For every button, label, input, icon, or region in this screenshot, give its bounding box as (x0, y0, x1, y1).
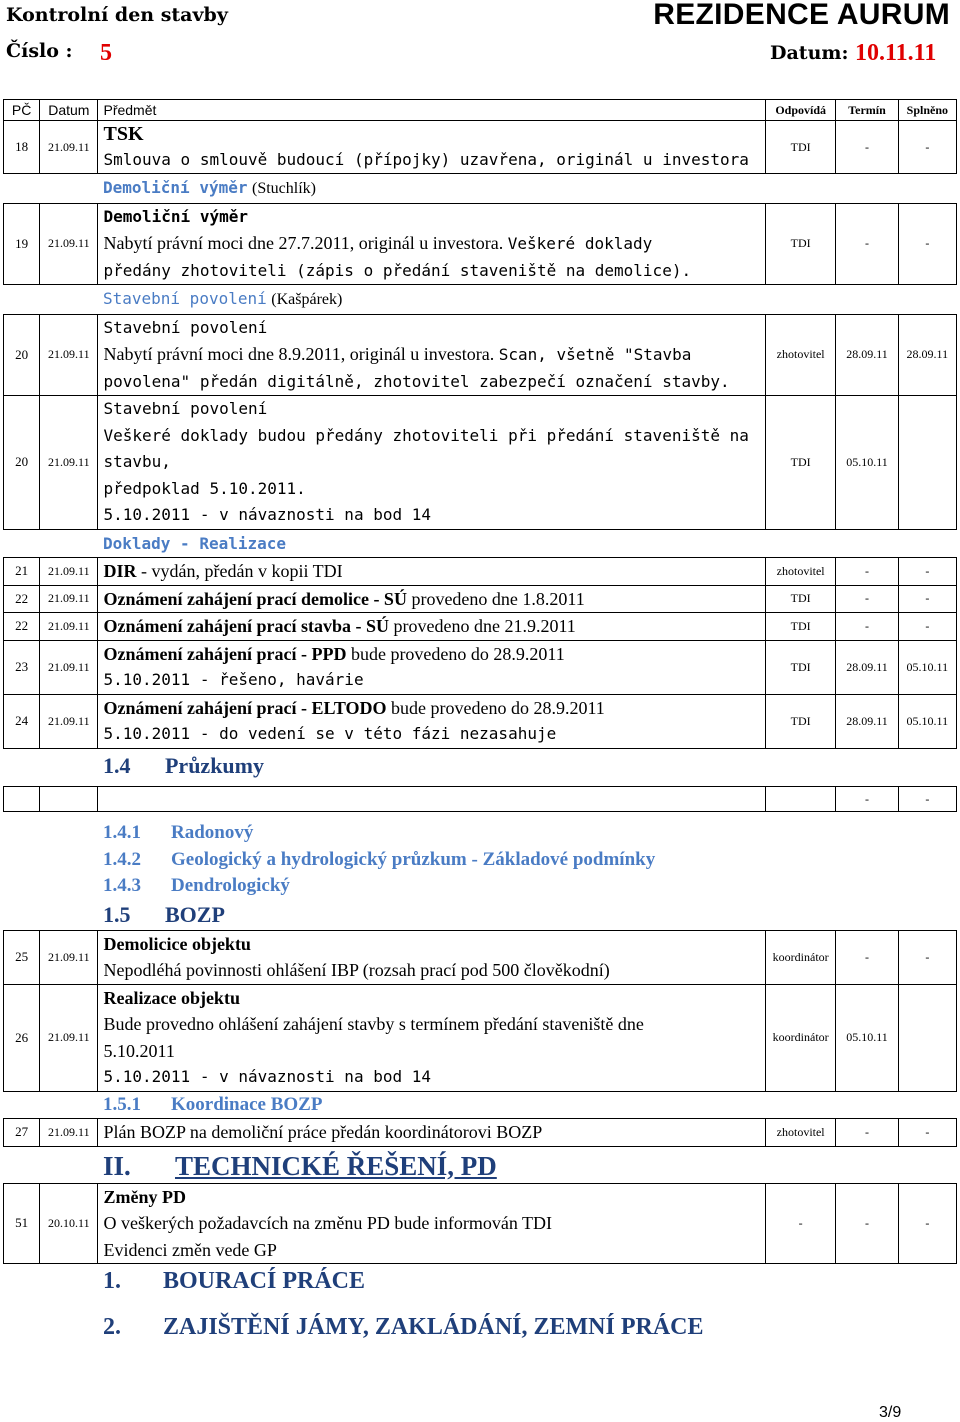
row-odp: zhotovitel (765, 558, 835, 586)
subheading-title: Stavební povolení (102, 289, 267, 308)
row-date: 21.09.11 (40, 694, 98, 748)
row-odp: zhotovitel (765, 1119, 835, 1147)
row-date: 21.09.11 (40, 585, 98, 613)
row-subject (98, 1183, 766, 1264)
row-pc: 22 (4, 585, 40, 613)
row-pc: 26 (4, 984, 40, 1091)
section-row (4, 1091, 957, 1119)
subheading-row (4, 285, 957, 315)
table-row (4, 930, 957, 984)
page-number: 3/9 (879, 1404, 902, 1421)
row-spl: - (898, 558, 956, 586)
row-title: Oznámení zahájení prací demolice - SÚ (103, 588, 407, 609)
row-subject (98, 930, 766, 984)
row-text: 5.10.2011 (103, 1040, 175, 1061)
col-predmet: Předmět (98, 100, 766, 121)
row-text: povolena" předán digitálně, zhotovitel zabezpečí označení stavby. (103, 371, 730, 391)
row-date: 20.10.11 (40, 1183, 98, 1264)
row-text: bude provedeno do 28.9.2011 (346, 643, 565, 664)
row-date: 21.09.11 (40, 121, 98, 174)
row-spl: - (898, 787, 956, 812)
row-text: provedeno dne 21.9.2011 (388, 616, 576, 636)
row-subject (98, 121, 766, 174)
row-text: provedeno dne 1.8.2011 (406, 588, 585, 609)
number-value: 5 (100, 40, 112, 66)
row-text: O veškerých požadavcích na změnu PD bude informován TDI (103, 1213, 553, 1233)
row-title: Stavební povolení (103, 317, 268, 337)
row-date: 21.09.11 (40, 314, 98, 396)
section-heading (103, 873, 766, 900)
row-ter: - (836, 203, 898, 285)
subheading-extra: (Stuchlík) (251, 180, 316, 197)
row-ter: - (836, 585, 898, 613)
row-text: Nepodléhá povinnosti ohlášení IBP (rozsah prací pod 500 člověkodní) (103, 960, 610, 980)
table-row (4, 585, 957, 613)
section-heading (103, 749, 766, 783)
row-title: Oznámení zahájení prací - PPD (103, 643, 347, 664)
row-text: Scan, všetně "Stavba (498, 345, 692, 364)
row-odp: TDI (765, 121, 835, 174)
table-row (4, 203, 957, 285)
subheading-row (4, 174, 957, 204)
row-ter: 28.09.11 (836, 640, 898, 694)
row-spl: - (898, 121, 956, 174)
row-text: Smlouva o smlouvě budoucí (přípojky) uzavřena, originál u investora (103, 150, 749, 169)
table-row (4, 314, 957, 396)
minutes-table (3, 99, 957, 1344)
row-subject (98, 640, 766, 694)
number-label: Číslo : (6, 40, 73, 62)
row-title: Stavební povolení (103, 399, 268, 418)
row-odp: TDI (765, 640, 835, 694)
row-pc: 21 (4, 558, 40, 586)
section-title: BOURACÍ PRÁCE (162, 1268, 365, 1294)
row-odp: - (765, 1183, 835, 1264)
row-text: 5.10.2011 - do vedení se v této fázi nezasahuje (103, 724, 557, 743)
row-odp: TDI (765, 694, 835, 748)
row-spl (898, 396, 956, 530)
row-date: 21.09.11 (40, 203, 98, 285)
date-label: Datum: (770, 42, 849, 64)
row-date: 21.09.11 (40, 1119, 98, 1147)
row-subject: Plán BOZP na demoliční práce předán koordinátorovi BOZP (98, 1119, 766, 1147)
section-number: 1.4 (102, 752, 131, 778)
section-row (4, 1264, 957, 1345)
doc-title: Kontrolní den stavby (6, 4, 228, 26)
row-pc: 22 (4, 613, 40, 641)
row-title: Demolicice objektu (103, 933, 251, 954)
row-text: 5.10.2011 - v návaznosti na bod 14 (103, 1067, 431, 1086)
section-number: 2. (102, 1314, 121, 1340)
section-row (4, 812, 957, 931)
date-value: 10.11.11 (855, 40, 937, 66)
row-ter: 28.09.11 (836, 694, 898, 748)
row-text: předpoklad 5.10.2011. (103, 478, 306, 498)
subheading-row (4, 529, 957, 558)
section-heading (103, 847, 766, 874)
row-pc: 27 (4, 1119, 40, 1147)
section-heading (103, 820, 766, 847)
row-odp: koordinátor (765, 930, 835, 984)
row-odp: TDI (765, 203, 835, 285)
table-row (4, 1119, 957, 1147)
section-number: 1. (102, 1268, 121, 1294)
row-spl: - (898, 1119, 956, 1147)
subheading-title: Doklady - Realizace (102, 533, 287, 553)
table-row (4, 1183, 957, 1264)
row-title: Změny PD (103, 1186, 186, 1207)
row-pc: 19 (4, 203, 40, 285)
row-ter: - (836, 613, 898, 641)
row-pc: 23 (4, 640, 40, 694)
section-title: Dendrologický (170, 875, 290, 896)
row-pc: 20 (4, 314, 40, 396)
section-heading (103, 900, 766, 930)
row-ter: - (836, 930, 898, 984)
section-number: 1.5.1 (102, 1093, 141, 1115)
section-number: 1.4.3 (102, 875, 141, 896)
section-heading (103, 1092, 766, 1119)
section-number: 1.4.2 (102, 848, 141, 870)
row-spl: 28.09.11 (898, 314, 956, 396)
row-spl: - (898, 585, 956, 613)
section-title: Koordinace BOZP (170, 1093, 323, 1115)
row-ter: 05.10.11 (836, 984, 898, 1091)
row-text: předány zhotoviteli (zápis o předání staveniště na demolice). (103, 260, 692, 280)
row-text: 5.10.2011 - řešeno, havárie (103, 670, 364, 689)
section-title: ZAJIŠTĚNÍ JÁMY, ZAKLÁDÁNÍ, ZEMNÍ PRÁCE (162, 1314, 704, 1340)
row-date: 21.09.11 (40, 613, 98, 641)
row-pc: 20 (4, 396, 40, 530)
row-ter: - (836, 1119, 898, 1147)
row-text: Veškeré doklady budou předány zhotoviteli při předání staveniště na stavbu, (103, 425, 749, 471)
row-text: Evidenci změn vede GP (103, 1239, 277, 1260)
section-heading (103, 1147, 766, 1183)
row-odp: koordinátor (765, 984, 835, 1091)
row-pc: 51 (4, 1183, 40, 1264)
section-heading (103, 1264, 766, 1298)
table-row (4, 396, 957, 530)
row-odp: TDI (765, 613, 835, 641)
table-row (4, 694, 957, 748)
row-title: Oznámení zahájení prací stavba - SÚ (103, 616, 389, 636)
row-spl: - (898, 203, 956, 285)
row-date: 21.09.11 (40, 640, 98, 694)
row-date: 21.09.11 (40, 396, 98, 530)
section-row (4, 748, 957, 783)
row-text: 5.10.2011 - v návaznosti na bod 14 (103, 505, 431, 524)
subheading-extra: (Kašpárek) (271, 291, 343, 308)
table-row (4, 121, 957, 174)
row-subject (98, 396, 766, 530)
row-text: Nabytí právní moci dne 27.7.2011, originál u investora. (103, 233, 504, 253)
row-odp: TDI (765, 396, 835, 530)
row-spl: - (898, 613, 956, 641)
row-subject (98, 984, 766, 1091)
row-text: Veškeré doklady (507, 234, 653, 253)
row-date: 21.09.11 (40, 930, 98, 984)
table-row (4, 640, 957, 694)
table-row (4, 787, 957, 812)
col-termin: Termín (836, 100, 898, 121)
section-title: BOZP (164, 901, 225, 927)
row-text: bude provedeno do 28.9.2011 (386, 697, 605, 718)
row-text: Nabytí právní moci dne 8.9.2011, originál u investora. (103, 344, 495, 364)
col-splneno: Splněno (898, 100, 956, 121)
row-text: - vydán, předán v kopii TDI (136, 561, 343, 581)
row-ter: 28.09.11 (836, 314, 898, 396)
row-subject (98, 314, 766, 396)
row-ter: - (836, 1183, 898, 1264)
row-spl: - (898, 930, 956, 984)
table-row (4, 984, 957, 1091)
section-row (4, 1146, 957, 1183)
row-title: Realizace objektu (103, 987, 240, 1008)
row-ter: 05.10.11 (836, 396, 898, 530)
row-date: 21.09.11 (40, 558, 98, 586)
project-name: REZIDENCE AURUM (653, 0, 950, 31)
row-pc: 18 (4, 121, 40, 174)
row-title: TSK (103, 123, 144, 145)
subheading-title: Demoliční výměr (102, 178, 248, 197)
row-spl (898, 984, 956, 1091)
table-row (4, 558, 957, 586)
row-pc: 24 (4, 694, 40, 748)
row-title: Oznámení zahájení prací - ELTODO (103, 697, 387, 718)
col-odpovida: Odpovídá (765, 100, 835, 121)
row-spl: - (898, 1183, 956, 1264)
section-title: TECHNICKÉ ŘEŠENÍ, PD (174, 1150, 497, 1181)
col-datum: Datum (40, 100, 98, 121)
row-subject (98, 585, 766, 613)
row-odp: zhotovitel (765, 314, 835, 396)
section-title: Průzkumy (164, 752, 264, 778)
row-spl: 05.10.11 (898, 640, 956, 694)
row-odp: TDI (765, 585, 835, 613)
section-number: 1.4.1 (102, 822, 141, 843)
row-title: Demoliční výměr (103, 206, 248, 226)
row-subject (98, 203, 766, 285)
row-date: 21.09.11 (40, 984, 98, 1091)
row-ter: - (836, 558, 898, 586)
row-pc: 25 (4, 930, 40, 984)
row-text: Bude provedno ohlášení zahájení stavby s termínem předání staveniště dne (103, 1014, 644, 1034)
row-ter: - (836, 787, 898, 812)
row-spl: 05.10.11 (898, 694, 956, 748)
row-subject (98, 694, 766, 748)
section-heading (103, 1310, 766, 1344)
section-number: II. (102, 1150, 131, 1181)
row-subject (98, 613, 766, 641)
section-title: Radonový (170, 822, 254, 843)
row-ter: - (836, 121, 898, 174)
row-title: DIR (103, 561, 137, 581)
section-title: Geologický a hydrologický průzkum - Základové podmínky (170, 848, 656, 870)
col-pc: PČ (4, 100, 40, 121)
section-number: 1.5 (102, 901, 131, 927)
table-header (4, 100, 957, 121)
row-subject (98, 558, 766, 586)
table-row (4, 613, 957, 641)
